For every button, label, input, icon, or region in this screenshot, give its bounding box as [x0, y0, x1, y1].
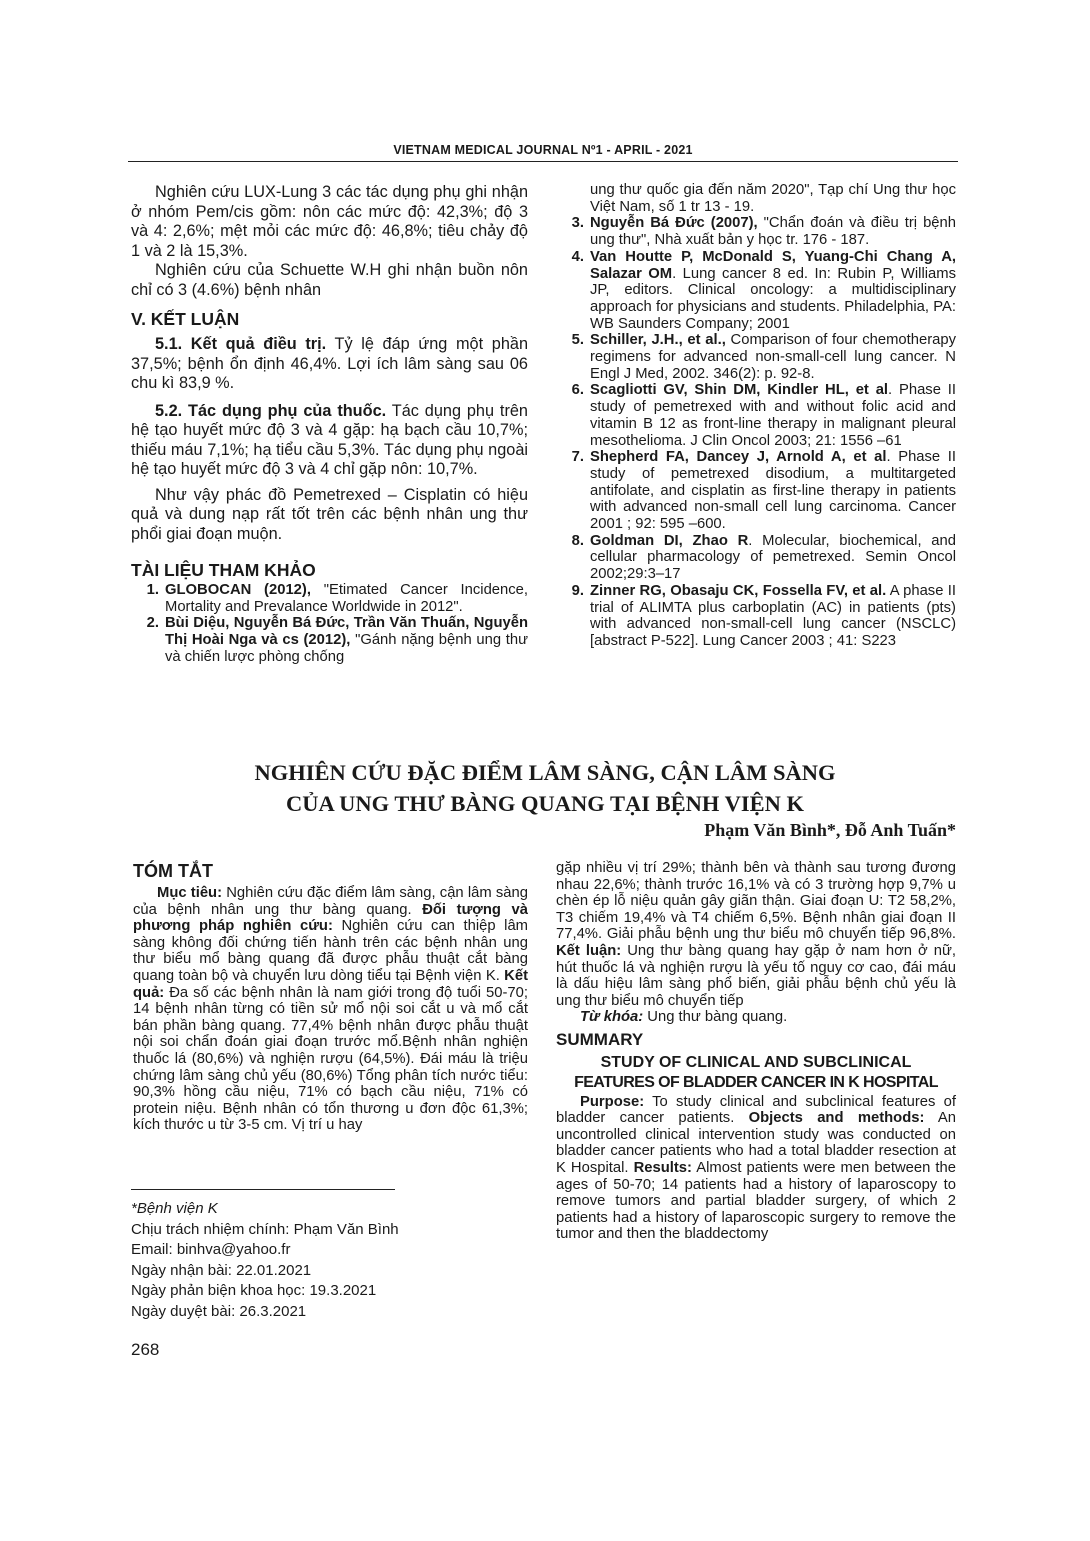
paragraph-text: Tỷ lệ đáp ứng một phần 37,5%; bệnh ổn định 46,4%. Lợi ích lâm sàng sau 06 chu kì 83,9 %.: [131, 335, 528, 392]
english-title-line1: STUDY OF CLINICAL AND SUBCLINICAL: [600, 1053, 912, 1071]
references-heading: TÀI LIỆU THAM KHẢO: [131, 560, 316, 580]
paragraph: [131, 335, 528, 394]
english-title-line2: FEATURES OF BLADDER CANCER IN K HOSPITAL: [574, 1073, 938, 1091]
label-ketqua: Kết quả:: [133, 967, 528, 1001]
article-authors: Phạm Văn Bình*, Đỗ Anh Tuấn*: [704, 820, 956, 840]
abstract-paragraph: [556, 860, 956, 1009]
reference-item: [556, 533, 956, 583]
label-doituong: Đối tượng và phương pháp nghiên cứu:: [133, 901, 528, 935]
ref-authors: Schiller, J.H., et al.,: [590, 332, 726, 349]
label-objects: Objects and methods:: [748, 1110, 925, 1127]
reference-item: [131, 582, 528, 615]
text: gặp nhiều vị trí 29%; thành bên và thành sau tương đương nhau 22,6%; thành trước 16,1% và có 3 trường hợp 9,7% u chèn ép lỗ niệu quản gây giãn thận. Giai đoạn U: T2 58,2%, T3 chiếm 19,4% và T4 chiếm 6,5%. Bệnh nhân giai đoạn II 77,4%. Giải phẫu bệnh ung thư biểu mô chuyển tiếp 96,8%.: [556, 860, 956, 943]
paragraph-text: Tác dụng phụ trên hệ tạo huyết mức độ 3 và 4 gặp: hạ bạch cầu 10,7%; thiếu máu 7,1%; hạ tiểu cầu 5,3%. Tác dụng phụ ngoài hệ tạo huyết mức độ 3 và 4 chỉ gặp nôn: 10,7%.: [131, 401, 528, 478]
ref-number: 2.: [146, 615, 159, 632]
ref-authors: Scagliotti GV, Shin DM, Kindler HL, et al: [590, 382, 889, 399]
ref-text: . Molecular, biochemical, and cellular pharmacology of pemetrexed. Semin Oncol 2002;29:3–17: [590, 532, 956, 583]
ref-number: 1.: [146, 582, 159, 598]
ref-number: 3.: [571, 215, 584, 232]
reference-item: [131, 615, 528, 665]
ref-text: Comparison of four chemotherapy regimens for advanced non-small-cell lung cancer. N Engl J Med, 2002. 346(2): p. 92-8.: [590, 332, 956, 382]
label-purpose: Purpose:: [580, 1093, 645, 1110]
journal-header: VIETNAM MEDICAL JOURNAL Nº1 - APRIL - 2021: [393, 143, 693, 157]
ref-number: 8.: [571, 532, 584, 549]
ref-number: 7.: [571, 449, 584, 466]
ref-authors: Zinner RG, Obasaju CK, Fossella FV, et al.: [590, 582, 887, 599]
keywords: [556, 1009, 956, 1026]
ref-text: ung thư quốc gia đến năm 2020", Tạp chí Ung thư học Việt Nam, số 1 tr 13 - 19.: [590, 182, 956, 215]
right-column: [556, 182, 956, 650]
reference-item: [556, 449, 956, 533]
left-column: [131, 183, 528, 666]
ref-text: "Etimated Cancer Incidence, Mortality and Prevalance Worldwide in 2012".: [165, 582, 528, 615]
reference-item: [556, 249, 956, 333]
footnote-rule: [131, 1189, 395, 1190]
paragraph: [131, 402, 528, 480]
ref-number: 5.: [571, 332, 584, 349]
ref-number: 9.: [571, 582, 584, 599]
ref-number: 6.: [571, 382, 584, 399]
ref-number: 4.: [571, 248, 584, 265]
footnote: [131, 1199, 531, 1322]
abstract-heading: TÓM TẮT: [133, 861, 213, 881]
ref-text: A phase II trial of ALIMTA plus carboplatin (AC) in patients (pts) with advanced non-small-cell lung cancer (NSCLC) [abstract P-522]. Lung Cancer 2003 ; 41: S223: [590, 582, 956, 649]
text: Ung thư bàng quang.: [643, 1009, 788, 1026]
text: Nghiên cứu đặc điểm lâm sàng, cận lâm sàng của bệnh nhân ung thư bàng quang.: [133, 885, 528, 918]
page-number: 268: [131, 1340, 160, 1359]
ref-authors: Bùi Diệu, Nguyễn Bá Đức, Trần Văn Thuấn, Nguyễn Thị Hoài Nga và cs (2012),: [165, 615, 528, 649]
ref-text: . Lung cancer 8 ed. In: Rubin P, Williams JP, editors. Clinical oncology: a multidisciplinary approach for physicians and students. Philadelphia, PA: WB Saunders Company; 2001: [590, 265, 956, 332]
summary-paragraph: [556, 1094, 956, 1243]
abstract-paragraph: [133, 885, 528, 1134]
label-muctieu: Mục tiêu:: [157, 885, 223, 901]
footnote-reviewed: Ngày phản biện khoa học: 19.3.2021: [131, 1282, 377, 1299]
abstract-right: [556, 860, 956, 1243]
label-results: Results:: [633, 1159, 692, 1176]
label-tukhoa: Từ khóa:: [580, 1009, 644, 1026]
label-ketluan: Kết luận:: [556, 942, 622, 959]
reference-item: [556, 583, 956, 650]
abstract-left: [133, 885, 528, 1134]
ref-authors: Shepherd FA, Dancey J, Arnold A, et al: [590, 449, 887, 466]
subheading: 5.2. Tác dụng phụ của thuốc.: [155, 401, 387, 420]
footnote-received: Ngày nhận bài: 22.01.2021: [131, 1261, 312, 1279]
ref-authors: Nguyễn Bá Đức (2007),: [590, 215, 758, 232]
footnote-approved: Ngày duyệt bài: 26.3.2021: [131, 1302, 307, 1320]
paragraph: Nghiên cứu của Schuette W.H ghi nhận buồn nôn chỉ có 3 (4.6%) bệnh nhân: [131, 261, 528, 299]
ref-text: . Phase II study of pemetrexed disodium, a multitargeted antifolate, and cisplatin as first-line therapy in patients with advanced non-small cell lung carcinoma. Cancer 2001 ; 92: 595 –600.: [590, 449, 957, 533]
ref-text: . Phase II study of pemetrexed with and without folic acid and vitamin B 12 as front-line therapy in malignant pleural mesothelioma. J Clin Oncol 2003; 21: 1556 –61: [590, 382, 956, 449]
reference-item: [556, 382, 956, 449]
subheading: 5.1. Kết quả điều trị.: [155, 335, 327, 353]
reference-item: [556, 215, 956, 248]
article-title-line2: CỦA UNG THƯ BÀNG QUANG TẠI BỆNH VIỆN K: [286, 791, 804, 816]
text: Ung thư bàng quang hay gặp ở nam hơn ở nữ, hút thuốc lá và nghiện rượu là yếu tố nguy cơ cao, đái máu là dấu hiệu lâm sàng phổ biến, giải phẫu bệnh chủ yếu là ung thư biểu mô chuyển tiếp: [556, 942, 956, 1009]
section-heading: V. KẾT LUẬN: [131, 309, 240, 329]
footnote-responsible: Chịu trách nhiệm chính: Phạm Văn Bình: [131, 1220, 399, 1238]
ref-authors: GLOBOCAN (2012),: [165, 582, 311, 598]
footnote-email: Email: binhva@yahoo.fr: [131, 1241, 291, 1258]
text: An uncontrolled clinical intervention study was conducted on bladder cancer patients who had a total bladder resection at K Hospital.: [556, 1110, 956, 1176]
paragraph: Nghiên cứu LUX-Lung 3 các tác dụng phụ ghi nhận ở nhóm Pem/cis gồm: nôn các mức độ: 42,3%; độ 3 và 4: 2,6%; mệt mỏi các mức độ: 46,8%; tiêu chảy độ 1 và 2 là 15,3%.: [131, 183, 528, 260]
text: Nghiên cứu can thiệp lâm sàng không đối chứng tiến hành trên các bệnh nhân ung thư biểu mổ bàng quang đã được phẫu thuật cắt bàng quang toàn bộ và chuyển lưu dòng tiểu tại Bệnh viện K.: [133, 918, 528, 984]
english-title: [556, 1053, 956, 1093]
footnote-affiliation: *Bệnh viện K: [131, 1200, 218, 1217]
text: Đa số các bệnh nhân là nam giới trong độ tuổi 50-70; 14 bệnh nhân từng có tiền sử mổ nội soi cắt u và mổ cắt bán phần bàng quang. 77,4% bệnh nhân được phẫu thuật nội soi chẩn đoán giai đoạn trước mổ.Bệnh nhân nghiện thuốc lá (80,6%) và nghiện rượu (64,5%). Đái máu là triệu chứng lâm sàng chủ yếu (80,6%) Tổng phân tích nước tiểu: 90,3% hồng cầu niệu, 71% có bạch cầu niệu, 71% có protein niệu. Bệnh nhân có tổn thương u đơn độc 61,3%; kích thước u từ 3-5 cm. Vị trí u hay: [133, 984, 528, 1134]
ref-text: "Chẩn đoán và điều trị bệnh ung thư", Nhà xuất bản y học tr. 176 - 187.: [590, 215, 956, 249]
header-rule: [128, 161, 958, 162]
summary-heading: SUMMARY: [556, 1029, 644, 1049]
ref-authors: Van Houtte P, McDonald S, Yuang-Chi Chang A, Salazar OM: [590, 248, 956, 282]
reference-item: [556, 332, 956, 382]
article-title-line1: NGHIÊN CỨU ĐẶC ĐIỂM LÂM SÀNG, CẬN LÂM SÀNG: [254, 760, 836, 785]
text: To study clinical and subclinical features of bladder cancer patients.: [556, 1093, 956, 1127]
reference-item: [556, 182, 956, 215]
text: Almost patients were men between the ages of 50-70; 14 patients had a history of laparoscopy to remove tumors and partial bladder surgery, of which 2 patients had a history of laparoscopic surgery to remove the tumor and then the bladdectomy: [556, 1159, 956, 1243]
ref-text: "Gánh nặng bệnh ung thư và chiến lược phòng chống: [165, 632, 528, 665]
paragraph: Như vậy phác đồ Pemetrexed – Cisplatin có hiệu quả và dung nạp rất tốt trên các bệnh nhân ung thư phổi giai đoạn muộn.: [131, 485, 528, 543]
ref-authors: Goldman DI, Zhao R: [590, 532, 749, 549]
article-title: [150, 757, 940, 819]
